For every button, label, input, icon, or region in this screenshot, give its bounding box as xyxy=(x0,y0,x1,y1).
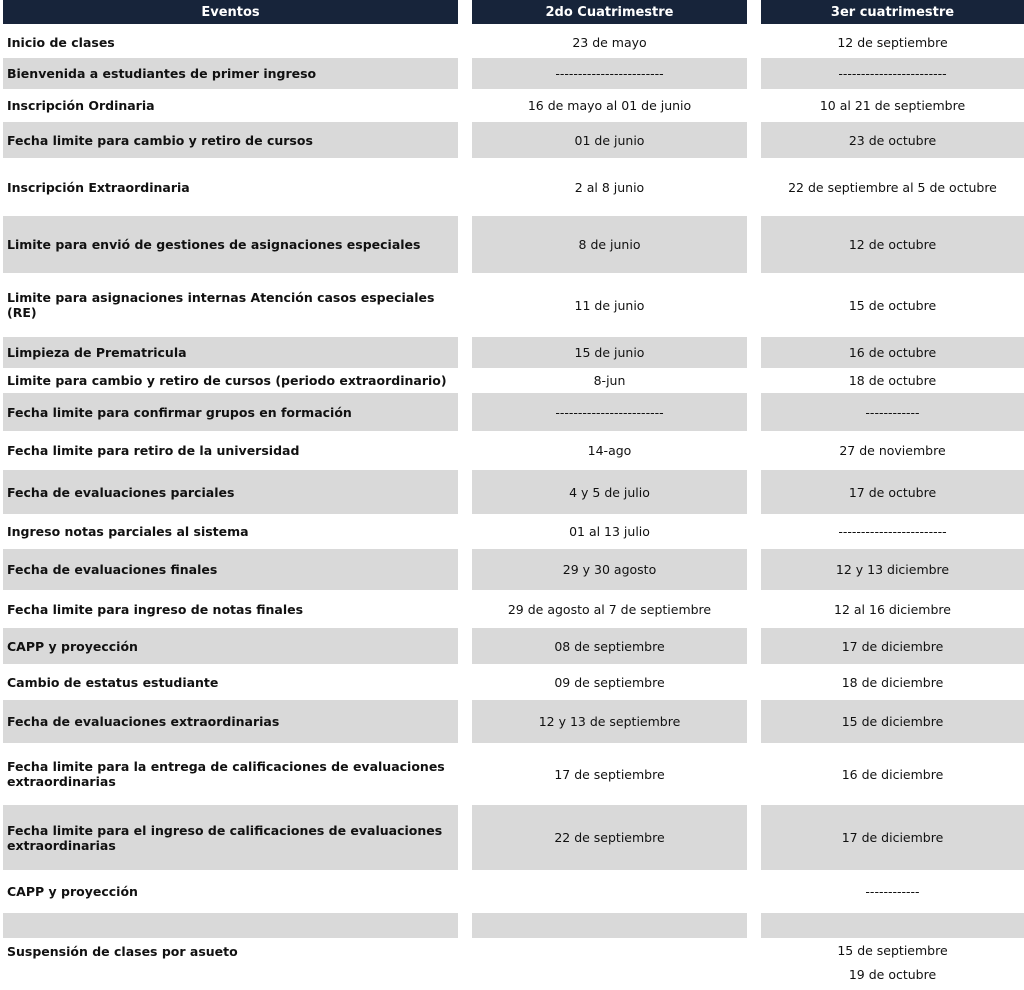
cuatri3-cell: 12 y 13 diciembre xyxy=(761,549,1024,590)
cuatri2-cell: 4 y 5 de julio xyxy=(472,470,747,514)
cuatri3-cell: 15 de diciembre xyxy=(761,700,1024,743)
cuatri2-cell: 09 de septiembre xyxy=(554,674,665,690)
evento-cell: Fecha limite para confirmar grupos en formación xyxy=(3,393,458,431)
table-row xyxy=(0,743,1024,805)
evento-cell: Limite para asignaciones internas Atención casos especiales (RE) xyxy=(7,290,435,320)
evento-cell xyxy=(3,913,458,938)
cuatri3-cell: ------------------------ xyxy=(838,524,947,539)
cuatri2-cell: 29 de agosto al 7 de septiembre xyxy=(507,601,712,617)
asueto-fecha-1: 15 de septiembre xyxy=(837,943,948,958)
cuatri2-cell xyxy=(472,938,747,988)
table-row xyxy=(0,590,1024,628)
evento-cell: Fecha limite para el ingreso de calificaciones de evaluaciones extraordinarias xyxy=(3,805,458,870)
table-row xyxy=(0,664,1024,700)
cuatri3-cell: ------------------------ xyxy=(761,58,1024,89)
cuatri2-cell: 17 de septiembre xyxy=(554,766,665,782)
cuatri2-cell: 12 y 13 de septiembre xyxy=(472,700,747,743)
table-row xyxy=(0,158,1024,216)
table-row xyxy=(0,337,1024,368)
table-row xyxy=(0,216,1024,273)
table-row xyxy=(0,368,1024,393)
table-row xyxy=(0,89,1024,122)
asueto-fecha-2: 19 de octubre xyxy=(848,967,937,982)
cuatri3-cell: 15 de octubre xyxy=(848,297,937,313)
evento-cell: Ingreso notas parciales al sistema xyxy=(7,524,249,539)
evento-cell: Limpieza de Prematricula xyxy=(3,337,458,368)
table-row xyxy=(0,470,1024,514)
cuatri2-cell: 29 y 30 agosto xyxy=(472,549,747,590)
cuatri3-cell: 22 de septiembre al 5 de octubre xyxy=(788,179,997,195)
evento-cell: Inicio de clases xyxy=(7,34,115,50)
evento-cell: Suspensión de clases por asueto xyxy=(7,944,238,959)
cuatri2-cell: ------------------------ xyxy=(472,58,747,89)
table-row xyxy=(0,549,1024,590)
cuatri2-cell: 08 de septiembre xyxy=(472,628,747,664)
evento-cell: Fecha de evaluaciones parciales xyxy=(3,470,458,514)
table-row xyxy=(0,870,1024,913)
cuatri3-cell: 12 de octubre xyxy=(761,216,1024,273)
table-row xyxy=(0,913,1024,938)
table-row xyxy=(0,514,1024,549)
header-2do-cuatrimestre: 2do Cuatrimestre xyxy=(472,0,747,24)
cuatri2-cell: 11 de junio xyxy=(574,297,645,313)
cuatri3-cell xyxy=(761,913,1024,938)
cuatri2-cell: 01 de junio xyxy=(472,122,747,158)
evento-cell: Limite para envió de gestiones de asignaciones especiales xyxy=(3,216,458,273)
cuatri3-cell: 10 al 21 de septiembre xyxy=(819,98,966,113)
cuatri2-cell: 01 al 13 julio xyxy=(569,524,650,539)
table-row xyxy=(0,122,1024,158)
evento-cell: Limite para cambio y retiro de cursos (periodo extraordinario) xyxy=(7,373,447,388)
cuatri2-cell: 8-jun xyxy=(593,373,626,388)
cuatri3-cell: 17 de diciembre xyxy=(761,628,1024,664)
table-row xyxy=(0,700,1024,743)
table-row xyxy=(0,26,1024,58)
table-row xyxy=(0,58,1024,89)
cuatri3-cell: 18 de octubre xyxy=(848,373,937,388)
cuatri3-cell: 16 de diciembre xyxy=(841,766,944,782)
cuatri2-cell: 22 de septiembre xyxy=(472,805,747,870)
cuatri2-cell: 8 de junio xyxy=(472,216,747,273)
evento-cell: Inscripción Ordinaria xyxy=(7,98,155,113)
cuatri3-cell: 16 de octubre xyxy=(761,337,1024,368)
cuatri2-cell xyxy=(472,870,747,913)
table-row xyxy=(0,805,1024,870)
cuatri3-cell xyxy=(761,938,1024,988)
evento-cell: Fecha limite para retiro de la universidad xyxy=(7,443,300,458)
cuatri2-cell: 23 de mayo xyxy=(572,34,647,50)
cuatri3-cell: ------------ xyxy=(865,884,920,899)
cuatri3-cell: 23 de octubre xyxy=(761,122,1024,158)
evento-cell: Inscripción Extraordinaria xyxy=(7,179,190,195)
cuatri3-cell: 27 de noviembre xyxy=(839,443,946,458)
table-row xyxy=(0,431,1024,470)
cuatri2-cell: 16 de mayo al 01 de junio xyxy=(527,98,692,113)
cuatri3-cell: 18 de diciembre xyxy=(841,674,944,690)
cuatri2-cell: 15 de junio xyxy=(472,337,747,368)
header-eventos: Eventos xyxy=(3,0,458,24)
cuatri2-cell: 14-ago xyxy=(587,443,632,458)
table-row xyxy=(0,273,1024,337)
evento-cell: Fecha de evaluaciones finales xyxy=(3,549,458,590)
table-row xyxy=(0,628,1024,664)
evento-cell: Bienvenida a estudiantes de primer ingreso xyxy=(3,58,458,89)
cuatri3-cell: ------------ xyxy=(761,393,1024,431)
table-row xyxy=(0,393,1024,431)
header-3er-cuatrimestre: 3er cuatrimestre xyxy=(761,0,1024,24)
evento-cell: Fecha limite para la entrega de calificaciones de evaluaciones extraordinarias xyxy=(7,759,445,789)
evento-cell: CAPP y proyección xyxy=(3,628,458,664)
cuatri2-cell xyxy=(472,913,747,938)
cuatri3-cell: 17 de diciembre xyxy=(761,805,1024,870)
table-row xyxy=(0,938,1024,988)
evento-cell: Fecha limite para cambio y retiro de cursos xyxy=(3,122,458,158)
evento-cell: Fecha de evaluaciones extraordinarias xyxy=(3,700,458,743)
evento-cell: CAPP y proyección xyxy=(7,884,138,899)
evento-cell: Fecha limite para ingreso de notas finales xyxy=(7,601,304,617)
cuatri2-cell: ------------------------ xyxy=(472,393,747,431)
cuatri2-cell: 2 al 8 junio xyxy=(574,179,645,195)
evento-cell: Cambio de estatus estudiante xyxy=(7,674,219,690)
cuatri3-cell: 12 al 16 diciembre xyxy=(834,601,951,617)
cuatri3-cell: 12 de septiembre xyxy=(837,34,948,50)
cuatri3-cell: 17 de octubre xyxy=(761,470,1024,514)
